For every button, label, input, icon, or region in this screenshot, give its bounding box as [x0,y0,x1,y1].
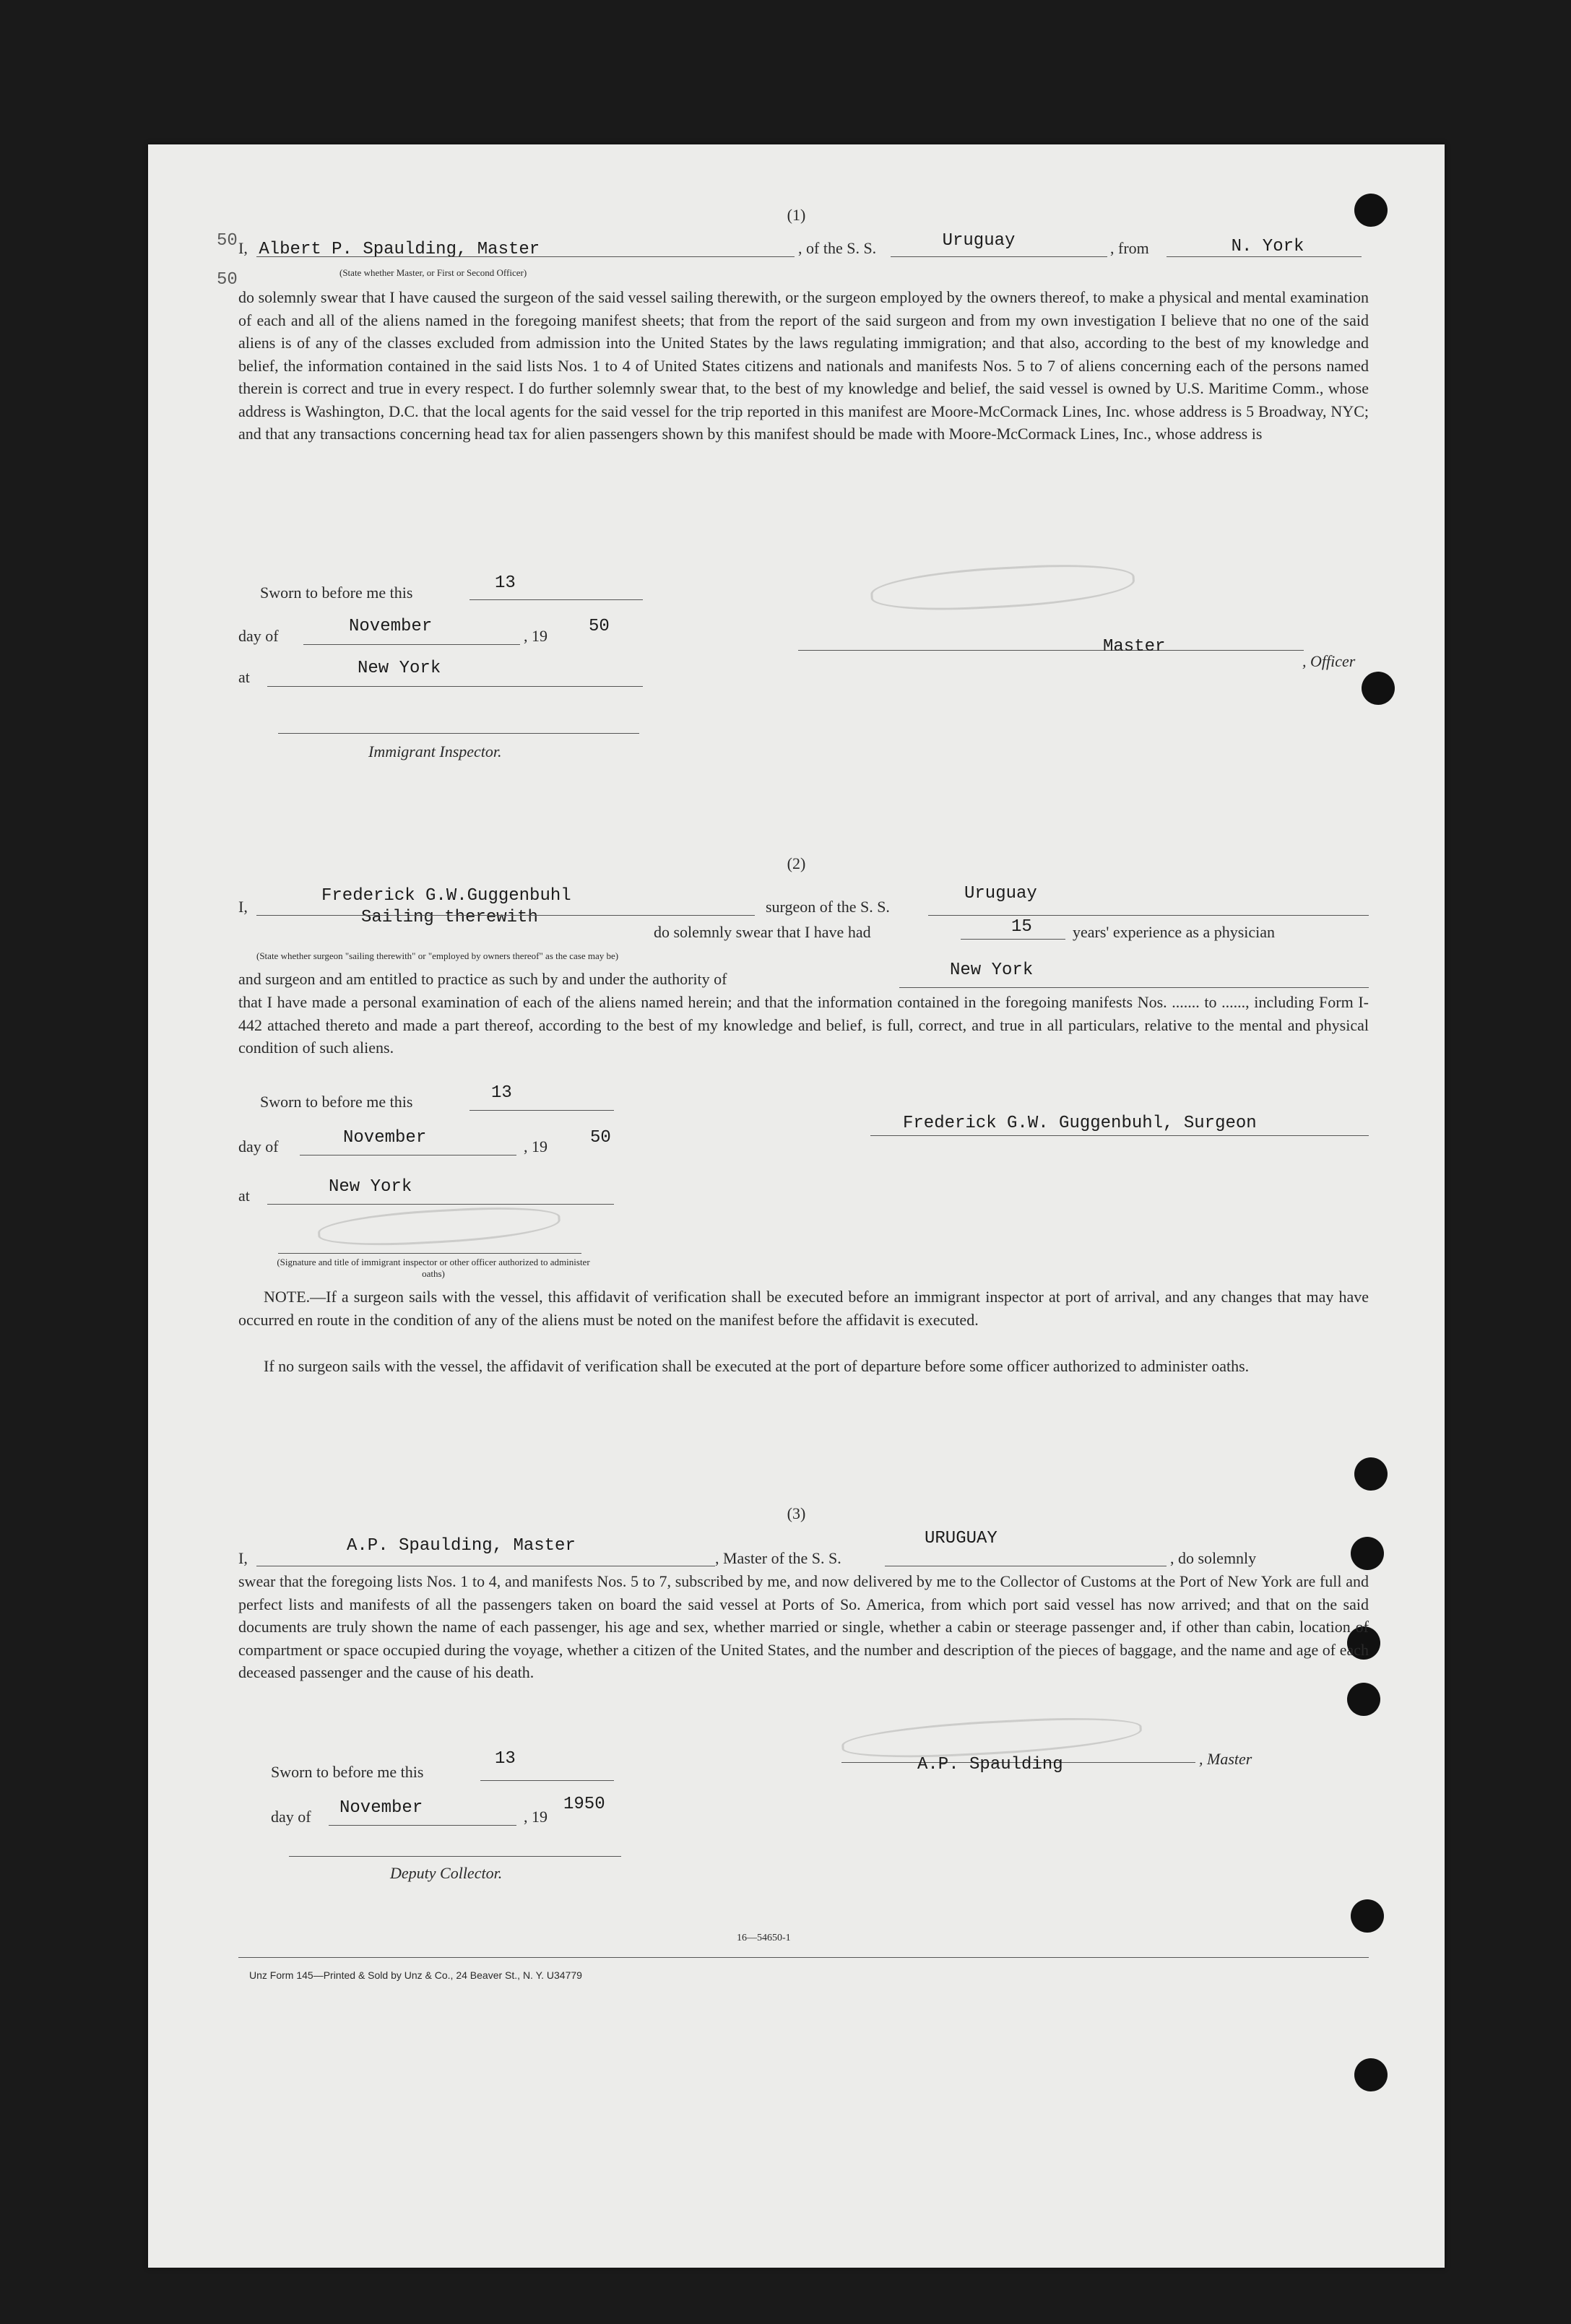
section-2-body: that I have made a personal examination of each of the aliens named herein; and that the information contained in the foregoing manifests Nos. ....... to ......, including Form I-442 attached thereto and made a part thereof, according to the best of my knowledge and belief, is full, correct, and true in all particulars, relative to the mental and physical condition of such aliens. [238,993,1369,1057]
officer-signature-line [798,650,1304,651]
section-2-sworn-day-line [469,1110,614,1111]
section-2-intro: I, [238,898,248,916]
section-3-master-label: , Master [1199,1750,1252,1768]
punch-hole [1351,1537,1384,1570]
year-prefix: , 19 [524,627,548,645]
section-2-at-label: at [238,1187,250,1205]
surgeon-signature-typed: Frederick G.W. Guggenbuhl, Surgeon [903,1114,1257,1133]
section-2-number: (2) [787,854,806,872]
officer-title: Master [1103,637,1166,656]
section-2-year: 50 [590,1128,611,1148]
section-3-number: (3) [787,1504,806,1522]
section-2-month: November [343,1128,427,1148]
printer-line: Unz Form 145—Printed & Sold by Unz & Co., 24 Beaver St., N. Y. U34779 [249,1969,582,1981]
section-3-year-prefix: , 19 [524,1808,548,1826]
section-3-sworn-day-line [480,1780,614,1781]
section-2-month-line [300,1155,516,1156]
section-3-body: swear that the foregoing lists Nos. 1 to 4, and manifests Nos. 5 to 7, subscribed by me, and now delivered by me to the Collector of Customs at the Port of New York are full and perfect lists and manifests of all the passengers taken on board the said vessel at Ports of So. America, from which port said vessel has now arrived; and that on the said documents are truly shown the name of each passenger, his age and sex, whether married or single, whether a cabin or steerage passenger and, if other than cabin, location of compartment or space occupied during the voyage, whether a citizen of the United States, and the number and description of the pieces of baggage, and the name and age of each deceased passenger and the cause of his death. [238,1572,1369,1681]
master-name: Albert P. Spaulding, Master [259,240,540,259]
of-the-ss-label: , of the S. S. [798,239,877,257]
surgeon-name-line [256,915,755,916]
note-text-1: —If a surgeon sails with the vessel, this affidavit of verification shall be executed before an immigrant inspector at port of arrival, and any changes that may have occurred en route in the condition of any of the aliens must be noted on the manifest before the affidavit is executed. [238,1288,1369,1329]
from-port: N. York [1231,237,1304,256]
sworn-day-line [469,599,643,600]
authority: New York [950,961,1034,980]
authority-label: and surgeon and am entitled to practice as such by and under the authority of [238,970,727,988]
section-3-sworn-label: Sworn to before me this [271,1763,424,1781]
form-code: 16—54650-1 [737,1933,791,1943]
swear-label: do solemnly swear that I have had [654,923,871,941]
place-line [267,686,643,687]
month-line [303,644,520,645]
section-2-day-of: day of [238,1137,279,1156]
section-3-master: A.P. Spaulding, Master [347,1536,576,1556]
years-line [961,939,1065,940]
section-3-day-of: day of [271,1808,311,1826]
day-of-label: day of [238,627,279,645]
section-2-sworn-day: 13 [491,1083,512,1103]
section-1-header-line [238,237,540,261]
sworn-day: 13 [495,573,516,593]
place: New York [358,659,441,678]
surgeon-signature-line [870,1135,1369,1136]
note-paragraph-2: If no surgeon sails with the vessel, the affidavit of verification shall be executed at the port of departure before some officer authorized to administer oaths. [264,1357,1250,1375]
footer-rule [238,1957,1369,1958]
section-3-sworn-day: 13 [495,1749,516,1769]
section-3-year: 1950 [563,1795,605,1814]
section-1-body: do solemnly swear that I have caused the surgeon of the said vessel sailing therewith, or the surgeon employed by the owners thereof, to make a physical and mental examination of each and all of the aliens named in the foregoing manifest sheets; that from the report of the said surgeon and from my own investigation I believe that no one of the said aliens is of any of the classes excluded from admission into the United States by the laws regulating immigration; and that also, according to the best of my knowledge and belief, the information contained in the said lists Nos. 1 to 4 of United States citizens and nationals and manifests Nos. 5 to 7 of aliens concerning each of the persons named therein is correct and true in every respect. I do further solemnly swear that, to the best of my knowledge and belief, the said vessel is owned by U.S. Maritime Comm., whose address is Washington, D.C. that the local agents for the said vessel for the trip reported in this manifest are Moore-McCormack Lines, Inc. whose address is 5 Broadway, NYC; and that any transactions concerning head tax for alien passengers shown by this manifest should be made with Moore-McCormack Lines, Inc., whose address is [238,288,1369,443]
master-name-line [256,256,795,257]
surgeon-caption: (State whether surgeon "sailing therewith" or "employed by owners thereof" as the case may be) [256,950,619,961]
section-2-place: New York [329,1177,412,1197]
collector-line [289,1856,621,1857]
sworn-label: Sworn to before me this [260,584,413,602]
section-2-sworn-label: Sworn to before me this [260,1093,413,1111]
at-label: at [238,668,250,686]
section-3-ship: URUGUAY [925,1529,997,1548]
master-signature [869,552,1146,617]
from-label: , from [1110,239,1149,257]
section-3-month: November [339,1798,423,1818]
section-2-ship: Uruguay [964,884,1037,903]
inspector-signature [317,1200,565,1256]
inspector-signature-caption: (Signature and title of immigrant inspector or other officer authorized to administer oaths) [277,1257,590,1279]
note-paragraph-1 [238,1285,1369,1331]
punch-hole [1351,1899,1384,1933]
punch-hole [1362,672,1395,705]
sailing-therewith: Sailing therewith [361,908,538,927]
punch-hole [1354,2058,1388,2091]
section-3-master-of: , Master of the S. S. [715,1549,841,1567]
margin-number: 50 [217,270,238,290]
years-label: years' experience as a physician [1073,923,1276,941]
year: 50 [589,617,610,636]
section-3-intro: I, [238,1549,248,1567]
inspector-signature-line [278,1253,581,1254]
officer-label: , Officer [1302,652,1356,670]
ship-name: Uruguay [942,231,1016,251]
section-1-number: (1) [787,206,806,224]
role-caption: (State whether Master, or First or Second Officer) [339,267,527,278]
section-3-month-line [329,1825,516,1826]
manifest-page [148,144,1445,2268]
authority-line [899,987,1369,988]
surgeon-of-label: surgeon of the S. S. [766,898,890,916]
inspector-line [278,733,639,734]
inspector-label: Immigrant Inspector. [368,742,502,760]
from-port-line [1167,256,1362,257]
note-lead: NOTE. [264,1288,311,1306]
month: November [349,617,433,636]
surgeon-name: Frederick G.W.Guggenbuhl [321,886,571,906]
ship-name-line [891,256,1107,257]
intro: I, [238,239,248,257]
section-3-solemnly: , do solemnly [1170,1549,1257,1567]
margin-number: 50 [217,231,238,251]
punch-hole [1347,1683,1380,1716]
section-3-master-sig-typed: A.P. Spaulding [917,1755,1063,1774]
section-2-ship-line [928,915,1369,916]
collector-label: Deputy Collector. [390,1864,503,1882]
punch-hole [1354,1457,1388,1491]
years-experience: 15 [1011,917,1032,937]
section-2-year-prefix: , 19 [524,1137,548,1156]
